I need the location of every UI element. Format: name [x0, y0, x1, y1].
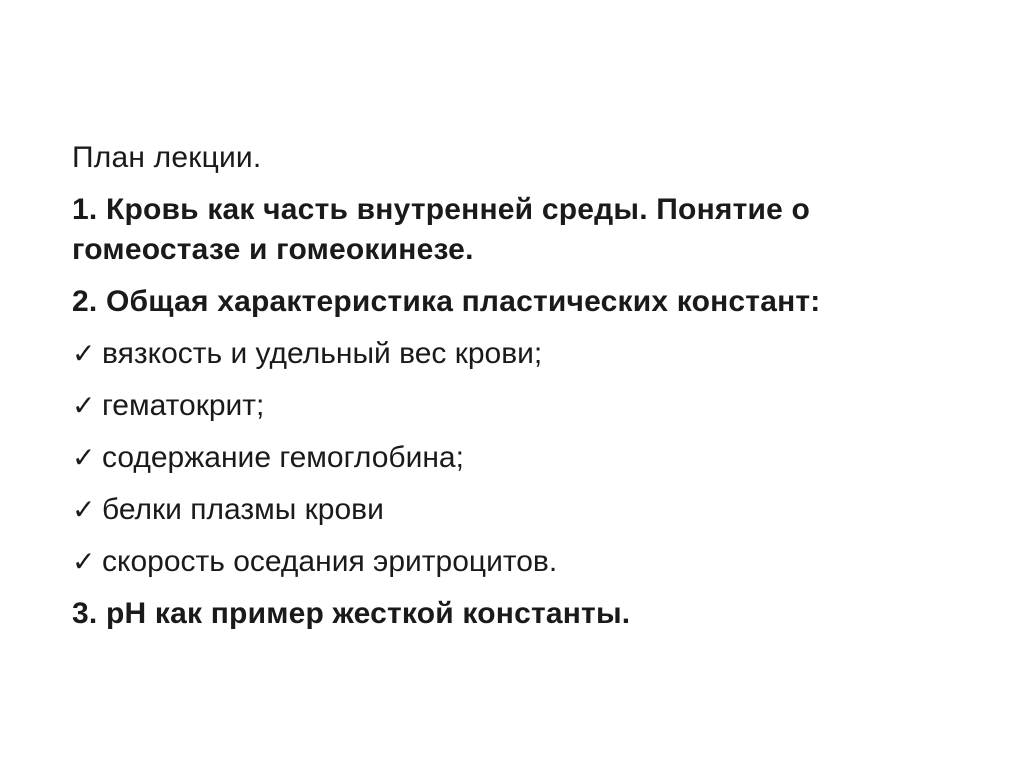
checklist-item-plasma-proteins	[72, 490, 972, 530]
slide-content	[72, 138, 972, 646]
checkmark-icon: ✓	[72, 546, 96, 577]
checklist-item-text: вязкость и удельный вес крови;	[102, 337, 543, 370]
checkmark-icon: ✓	[72, 390, 96, 421]
outline-item-3: 3. pH как пример жесткой константы.	[72, 597, 631, 630]
outline-item-1: 1. Кровь как часть внутренней среды. Понятие о гомеостазе и гомеокинезе.	[72, 193, 811, 266]
checkmark-icon: ✓	[72, 494, 96, 525]
checkmark-icon: ✓	[72, 338, 96, 369]
checklist-item-text: скорость оседания эритроцитов.	[102, 545, 558, 578]
outline-item-2: 2. Общая характеристика пластических констант:	[72, 285, 821, 318]
checklist-item-hematocrit	[72, 386, 972, 426]
slide-heading: План лекции.	[72, 141, 262, 174]
checklist-item-text: содержание гемоглобина;	[102, 441, 464, 474]
checklist-item-text: белки плазмы крови	[102, 493, 384, 526]
checklist-item-text: гематокрит;	[102, 389, 265, 422]
checklist-item-hemoglobin	[72, 438, 972, 478]
checkmark-icon: ✓	[72, 442, 96, 473]
checklist-item-viscosity	[72, 334, 972, 374]
checklist-item-esr	[72, 542, 972, 582]
